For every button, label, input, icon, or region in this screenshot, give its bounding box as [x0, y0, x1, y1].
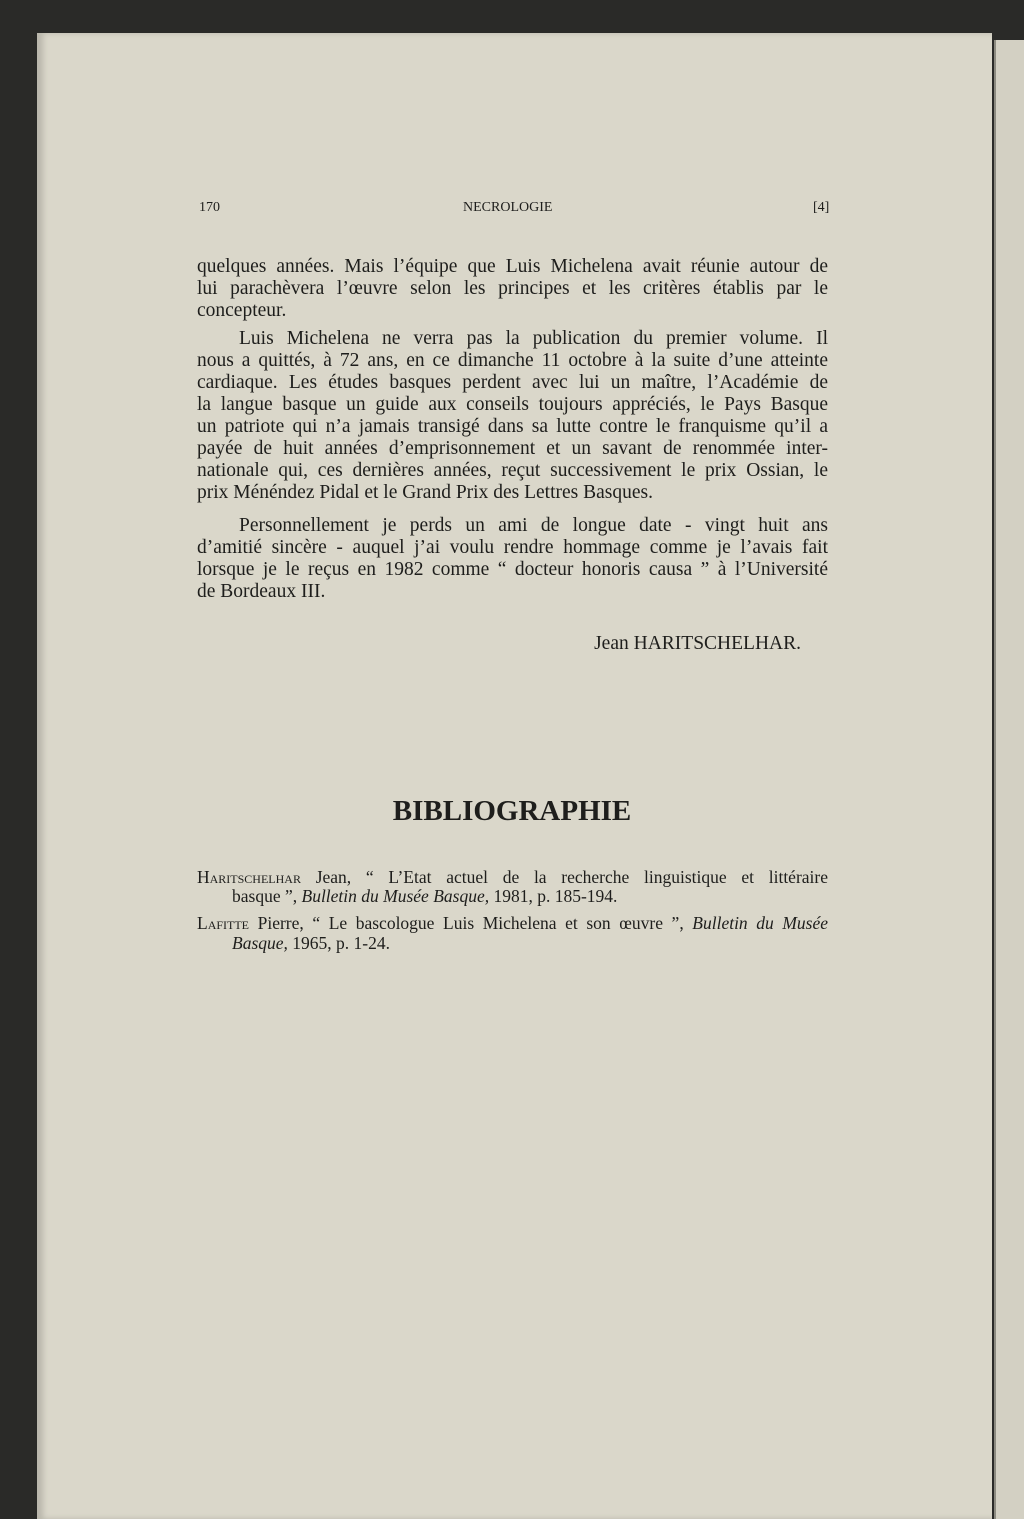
bib-journal-end: Basque, [232, 933, 288, 953]
text-line: d’amitié sincère - auquel j’ai voulu rendre hommage comme je l’avais fait [197, 537, 828, 558]
bib-title: Pierre, “ Le bascologue Luis Michelena et son œuvre ”, [249, 913, 693, 933]
text-line: Personnellement je perds un ami de longue date - vingt huit ans [239, 515, 828, 536]
bib-title-end: basque ”, [232, 886, 302, 906]
text-line: de Bordeaux III. [197, 581, 326, 602]
text-line: Luis Michelena ne verra pas la publication du premier volume. Il [239, 328, 828, 349]
bib-details: 1981, p. 185-194. [489, 886, 618, 906]
section-number: [4] [813, 200, 830, 215]
text-line: nous a quittés, à 72 ans, en ce dimanche 11 octobre à la suite d’une atteinte [197, 350, 828, 371]
bib-journal: Bulletin du Musée [692, 913, 829, 933]
text-line: prix Ménéndez Pidal et le Grand Prix des Lettres Basques. [197, 482, 653, 503]
text-line: un patriote qui n’a jamais transigé dans sa lutte contre le franquisme qu’il a [197, 416, 828, 437]
bib-title: Jean, “ L’Etat actuel de la recherche linguistique et littéraire [300, 867, 828, 887]
text-line: lorsque je le reçus en 1982 comme “ docteur honoris causa ” à l’Université [197, 559, 828, 580]
text-line: quelques années. Mais l’équipe que Luis Michelena avait réunie autour de [197, 256, 828, 277]
running-title: NECROLOGIE [463, 200, 553, 215]
bib-journal: Bulletin du Musée Basque, [301, 886, 490, 906]
text-line: cardiaque. Les études basques perdent avec lui un maître, l’Académie de [197, 372, 828, 393]
text-line: concepteur. [197, 300, 287, 321]
bib-author: Haritschelhar [197, 867, 301, 887]
text-line: lui parachèvera l’œuvre selon les principes et les critères établis par le [197, 278, 828, 299]
text-line: la langue basque un guide aux conseils toujours appréciés, le Pays Basque [197, 394, 828, 415]
bibliography-heading: BIBLIOGRAPHIE [392, 795, 632, 827]
bib-author: Lafitte [197, 913, 250, 933]
text-line: nationale qui, ces dernières années, reçut successivement le prix Ossian, le [197, 460, 828, 481]
bib-details: 1965, p. 1-24. [287, 933, 390, 953]
page-number: 170 [199, 200, 220, 215]
signature: Jean HARITSCHELHAR. [594, 633, 801, 654]
next-page-edge [994, 40, 1024, 1519]
text-line: payée de huit années d’emprisonnement et un savant de renommée inter- [197, 438, 828, 459]
